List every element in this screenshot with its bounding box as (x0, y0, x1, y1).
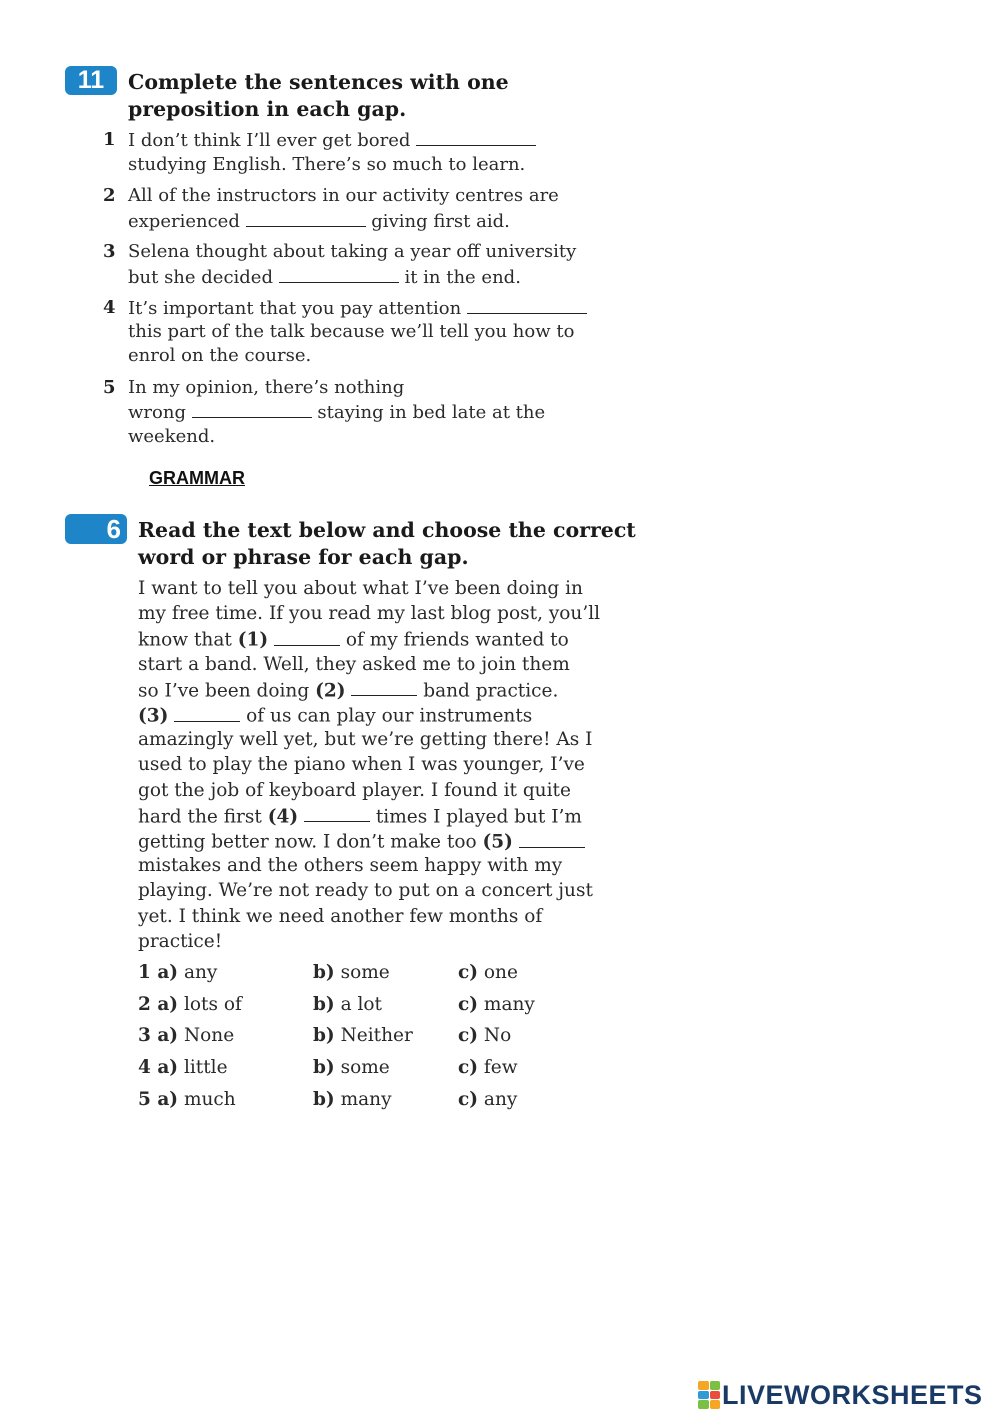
option-b[interactable] (313, 962, 390, 983)
option-text: lots of (183, 993, 242, 1015)
passage-line (138, 830, 585, 853)
option-letter: b) (313, 962, 335, 983)
option-text: any (183, 962, 218, 983)
option-letter: c) (458, 962, 479, 983)
item-text: enrol on the course. (128, 345, 312, 366)
passage-line (138, 805, 582, 828)
option-text: one (483, 962, 518, 983)
option-letter: 3 a) (138, 1025, 179, 1047)
item-text: it in the end. (398, 267, 521, 289)
option-c[interactable] (458, 1089, 517, 1110)
passage-text: getting better now. I don’t make too (138, 831, 483, 853)
option-text: a lot (340, 993, 382, 1015)
option-letter: 2 a) (138, 993, 179, 1015)
answer-blank[interactable] (192, 401, 312, 418)
item-5-line-1 (128, 377, 404, 398)
option-b[interactable] (313, 1025, 413, 1046)
passage-text: of my friends wanted to (339, 630, 569, 652)
option-text: little (183, 1057, 228, 1079)
option-letter: c) (458, 993, 479, 1015)
item-text: weekend. (128, 426, 216, 447)
logo-text: LIVEWORKSHEETS (722, 1379, 983, 1410)
item-2-line-2 (128, 210, 510, 232)
passage-line (138, 880, 593, 901)
option-c[interactable] (458, 1057, 518, 1078)
passage-text: know that (138, 630, 238, 652)
item-text: Selena thought about taking a year off university (128, 241, 577, 262)
exercise-6-heading-line-1: Read the text below and choose the correct (138, 518, 636, 542)
option-c[interactable] (458, 962, 518, 983)
passage-text: amazingly well yet, but we’re getting there! As I (138, 729, 593, 751)
item-text: but she decided (128, 267, 279, 289)
option-text: few (483, 1057, 518, 1079)
option-a[interactable] (138, 1025, 234, 1046)
item-text: It’s important that you pay attention (128, 298, 467, 320)
passage-line (138, 729, 592, 750)
passage-text: used to play the piano when I was younger, I’ve (138, 754, 585, 776)
item-number: 1 (103, 129, 116, 150)
option-letter: c) (458, 1088, 479, 1110)
option-text: None (183, 1025, 235, 1047)
option-b[interactable] (313, 994, 382, 1015)
option-c[interactable] (458, 994, 535, 1015)
option-letter: b) (313, 1025, 335, 1047)
passage-text: hard the first (138, 806, 268, 828)
item-1-line-1 (128, 129, 536, 151)
liveworksheets-logo (698, 1378, 983, 1412)
option-text: Neither (340, 1025, 413, 1047)
item-3-line-2 (128, 266, 521, 288)
gap-number: (1) (237, 630, 269, 652)
option-letter: b) (313, 993, 335, 1015)
option-text: many (340, 1088, 392, 1110)
passage-line (138, 679, 558, 702)
passage-text: my free time. If you read my last blog post, you’ll (138, 603, 601, 625)
passage-line (138, 603, 600, 624)
item-number: 3 (103, 241, 116, 262)
option-b[interactable] (313, 1057, 390, 1078)
option-letter: b) (313, 1088, 335, 1110)
item-text: studying English. There’s so much to learn. (128, 154, 526, 175)
item-text: staying in bed late at the (311, 402, 546, 424)
item-text: this part of the talk because we’ll tell you how to (128, 321, 575, 342)
passage-text: of us can play our instruments (240, 705, 533, 727)
answer-blank[interactable] (279, 266, 399, 283)
answer-blank[interactable] (246, 210, 366, 227)
passage-line (138, 628, 569, 651)
item-text: All of the instructors in our activity centres are (128, 185, 559, 206)
passage-line (138, 704, 532, 727)
passage-text: practice! (138, 930, 223, 952)
exercise-11-heading-line-2: preposition in each gap. (128, 97, 407, 121)
grammar-section-label: GRAMMAR (149, 468, 245, 488)
option-letter: b) (313, 1057, 335, 1079)
passage-line (138, 780, 571, 801)
item-number: 4 (103, 297, 116, 318)
option-letter: 1 a) (138, 962, 179, 983)
answer-blank[interactable] (351, 679, 417, 697)
logo-grid-icon (698, 1381, 720, 1409)
option-c[interactable] (458, 1025, 511, 1046)
item-text: wrong (128, 402, 192, 424)
item-3-line-1 (128, 241, 576, 262)
answer-blank[interactable] (416, 129, 536, 146)
item-5-line-2 (128, 401, 545, 423)
option-a[interactable] (138, 962, 217, 983)
gap-number: (5) (482, 831, 513, 853)
answer-blank[interactable] (174, 704, 240, 722)
gap-number: (3) (138, 705, 169, 727)
option-a[interactable] (138, 1089, 236, 1110)
option-text: some (340, 1057, 390, 1079)
item-4-line-3 (128, 345, 311, 366)
passage-text: band practice. (417, 680, 559, 702)
answer-blank[interactable] (467, 297, 587, 314)
passage-text: so I’ve been doing (138, 680, 316, 702)
exercise-6-badge: 6 (65, 514, 127, 544)
answer-blank[interactable] (304, 805, 370, 823)
passage-line (138, 931, 222, 952)
passage-text: got the job of keyboard player. I found it quite (138, 779, 571, 801)
option-a[interactable] (138, 994, 242, 1015)
item-4-line-2 (128, 321, 574, 342)
item-1-line-2 (128, 154, 525, 175)
option-letter: 4 a) (138, 1057, 179, 1079)
passage-text: playing. We’re not ready to put on a concert just (138, 880, 593, 902)
gap-number: (4) (267, 806, 299, 828)
answer-blank[interactable] (519, 830, 585, 848)
passage-line (138, 754, 585, 775)
option-text: many (483, 993, 535, 1015)
passage-line (138, 578, 583, 599)
passage-text: start a band. Well, they asked me to join them (138, 653, 570, 675)
passage-line (138, 906, 542, 927)
passage-text: times I played but I’m (369, 806, 582, 828)
exercise-6-heading-line-2: word or phrase for each gap. (138, 545, 469, 569)
option-letter: c) (458, 1025, 479, 1047)
exercise-11-heading-line-1: Complete the sentences with one (128, 70, 509, 94)
option-text: No (483, 1025, 512, 1047)
item-2-line-1 (128, 185, 559, 206)
item-5-line-3 (128, 426, 215, 447)
item-number: 2 (103, 185, 116, 206)
option-text: any (483, 1088, 518, 1110)
option-a[interactable] (138, 1057, 228, 1078)
answer-blank[interactable] (274, 628, 340, 646)
passage-line (138, 654, 570, 675)
exercise-11-badge: 11 (65, 66, 117, 95)
option-letter: c) (458, 1057, 479, 1079)
passage-text: I want to tell you about what I’ve been doing in (138, 578, 583, 599)
item-text: experienced (128, 211, 246, 233)
option-text: some (340, 962, 390, 983)
option-b[interactable] (313, 1089, 392, 1110)
passage-text: mistakes and the others seem happy with my (138, 855, 563, 877)
gap-number: (2) (315, 680, 346, 702)
item-4-line-1 (128, 297, 587, 319)
passage-text: yet. I think we need another few months of (138, 905, 543, 927)
item-number: 5 (103, 377, 116, 398)
passage-line (138, 855, 562, 876)
option-letter: 5 a) (138, 1088, 179, 1110)
option-text: much (183, 1088, 236, 1110)
item-text: In my opinion, there’s nothing (128, 377, 405, 398)
item-text: giving first aid. (365, 211, 510, 233)
item-text: I don’t think I’ll ever get bored (128, 130, 417, 152)
